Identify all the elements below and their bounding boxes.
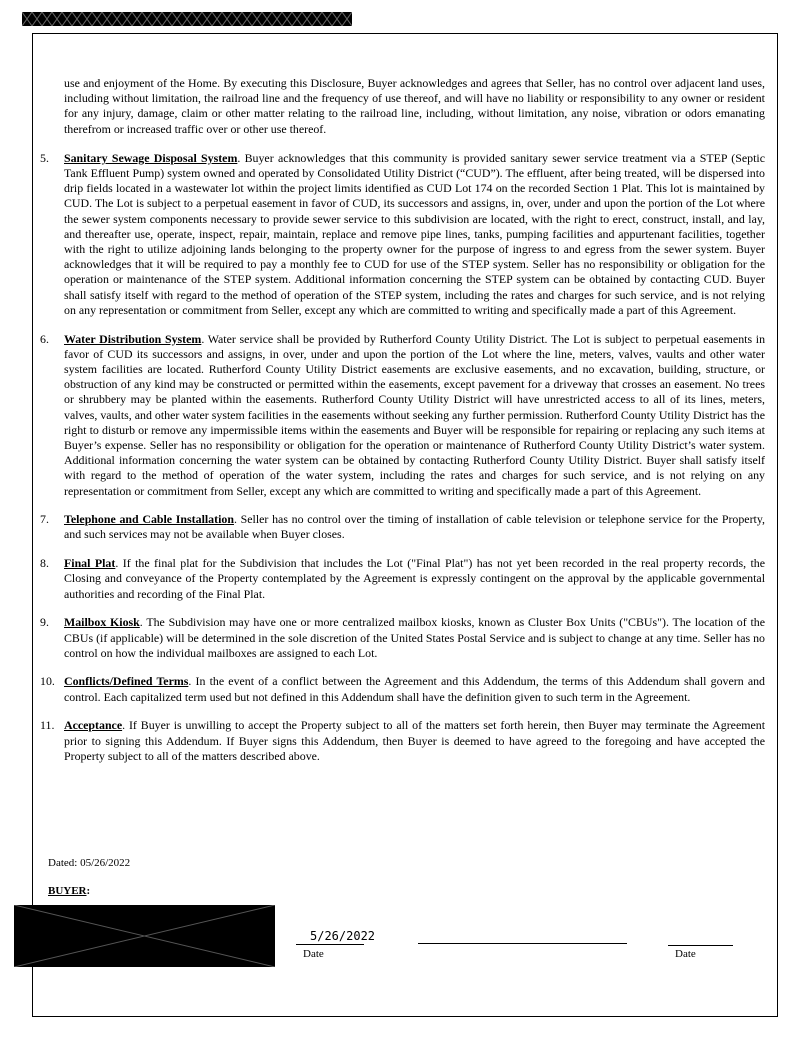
clause-5 xyxy=(40,151,765,318)
date-line-2 xyxy=(668,945,733,946)
dated-line: Dated: 05/26/2022 xyxy=(48,857,131,869)
clause-number: 7. xyxy=(40,512,49,527)
intro-paragraph: use and enjoyment of the Home. By executing this Disclosure, Buyer acknowledges and agrees that Seller, has no control over adjacent land uses, including without limitation, the railroad line and the frequency of use thereof, and will have no liability or responsibility to any owner or resident for any injury, damage, claim or other matter relating to the railroad line, including, without limitation, any noise, vibration or odors emanating therefrom or increased traffic over or other use thereof. xyxy=(64,76,765,136)
clause-heading: Telephone and Cable Installation xyxy=(64,512,234,527)
document-body xyxy=(40,76,765,777)
clause-heading: Final Plat xyxy=(64,556,116,571)
clause-6 xyxy=(40,332,765,499)
clause-10 xyxy=(40,674,765,704)
clause-7 xyxy=(40,512,765,542)
clause-heading: Sanitary Sewage Disposal System xyxy=(64,150,238,165)
clause-text: . In the event of a conflict between the Agreement and this Addendum, the terms of this Addendum shall govern and control. Each capitalized term used but not defined in this Addendum shall have the definition given to such term in the Agreement. xyxy=(64,674,765,704)
signature-line-2 xyxy=(418,943,627,944)
date-label-1: Date xyxy=(303,948,324,960)
buyer-colon: : xyxy=(86,885,91,897)
redaction-x-icon xyxy=(14,905,275,967)
redaction-pattern xyxy=(22,12,352,26)
clause-heading: Conflicts/Defined Terms xyxy=(64,674,189,689)
date-line-1 xyxy=(296,944,364,945)
clause-8 xyxy=(40,556,765,602)
clause-text: . Buyer acknowledges that this community is provided sanitary sewer service treatment via a STEP (Septic Tank Effluent Pump) system owned and operated by Consolidated Utility District (“CUD”). The effluent, after being treated, will be dispersed into drip fields located in a wastewater lot within the project limits identified as CUD Lot 174 on the recorded Section 1 Plat. This lot is maintained by CUD. The Lot is subject to a perpetual easement in favor of CUD, its successors and assigns, in, over, under and upon the portion of the Lot where the sewer system components necessary to provide sewer service to this subdivision are located, with the right to erect, construct, install, and lay, and thereafter use, operate, inspect, repair, maintain, replace and remove pipe lines, tanks, pumping facilities and appurtenant facilities, together with the right to utilize adjoining lands belonging to the property owner for the purpose of ingress to and egress from the sewer system. Buyer acknowledges that it will be required to pay a monthly fee to CUD for use of the STEP system. Seller has no responsibility or obligation for the operation or maintenance of the STEP system. Additional information concerning the STEP system can be obtained by contacting CUD. Buyer shall satisfy itself with regard to the method of operation of the STEP system, including the rates and charges for such service, and is not relying on any representation or commitment from Seller, except any which are committed to writing and specifically made a part of this Agreement. xyxy=(64,150,765,317)
clause-number: 8. xyxy=(40,556,49,571)
clause-number: 11. xyxy=(40,718,55,733)
redacted-header-bar xyxy=(22,12,352,26)
buyer-heading xyxy=(48,885,90,897)
buyer-label: BUYER xyxy=(48,885,87,897)
clause-number: 6. xyxy=(40,331,49,346)
clause-text: . If Buyer is unwilling to accept the Property subject to all of the matters set forth herein, then Buyer may terminate the Agreement prior to signing this Addendum. If Buyer signs this Addendum, then Buyer is deemed to have agreed to the foregoing and have accepted the Property subject to all of the matters described above. xyxy=(64,718,765,763)
redacted-signature xyxy=(14,905,275,967)
clause-11 xyxy=(40,718,765,764)
clause-9 xyxy=(40,615,765,661)
clause-heading: Water Distribution System xyxy=(64,331,202,346)
clause-number: 10. xyxy=(40,674,55,689)
clause-number: 9. xyxy=(40,615,49,630)
clause-number: 5. xyxy=(40,150,49,165)
clause-heading: Acceptance xyxy=(64,718,123,733)
date-label-2: Date xyxy=(675,948,696,960)
clause-text: . The Subdivision may have one or more centralized mailbox kiosks, known as Cluster Box Units ("CBUs"). The location of the CBUs (if applicable) will be determined in the sole discretion of the United States Postal Service and is subject to change at any time. Seller has no control on how the individual mailboxes are assigned to each Lot. xyxy=(64,615,765,660)
signature-date-value: 5/26/2022 xyxy=(310,929,376,943)
clause-text: . Seller has no control over the timing of installation of cable television or telephone service for the Property, and such services may not be available when Buyer closes. xyxy=(64,512,765,542)
clause-text: . If the final plat for the Subdivision that includes the Lot ("Final Plat") has not yet been recorded in the real property records, the Closing and conveyance of the Property contemplated by the Agreement is expressly contingent on the approval by the applicable governmental authorities and recording of the Final Plat. xyxy=(64,556,766,601)
clause-text: . Water service shall be provided by Rutherford County Utility District. The Lot is subject to perpetual easements in favor of CUD its successors and assigns, in over, under and upon the portion of the Lot where the line, meters, valves, vaults and other water system facilities are located. Rutherford County Utility District easements are exclusive easements, and no excavation, building, structure, or obstruction of any kind may be constructed or permitted within the easements, except pavement for a driveway that crosses an easement. No trees or shrubbery may be planted within the easements. Rutherford County Utility District will have unrestricted access to all of its lines, meters, valves, vaults, and other water system facilities in the easements without seeking any further permission. Rutherford County Utility District has the right to disturb or remove any impermissible items within the easements and Buyer will be responsible for repairing or replacing any such items at Buyer’s expense. Seller has no responsibility or obligation for the operation or maintenance of Rutherford County Utility District’s water system. Additional information concerning the water system can be obtained by contacting Rutherford County Utility District. Buyer shall satisfy itself with regard to the method of operation of the water system, including the rates and charges for such service, and is not relying on any representation or commitment from Seller, except any which are committed to writing and specifically made a part of this Agreement. xyxy=(64,331,766,498)
clause-heading: Mailbox Kiosk xyxy=(64,615,140,630)
